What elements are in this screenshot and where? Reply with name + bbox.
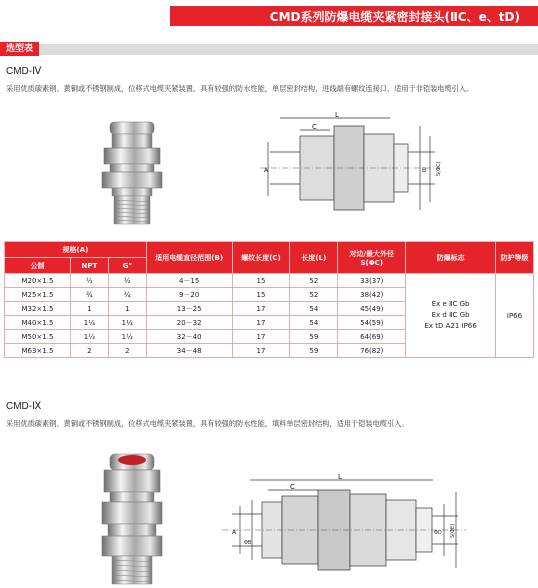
table-cell: ¾	[108, 288, 146, 302]
table-cell: 1½	[108, 330, 146, 344]
table-cell: 64(69)	[338, 330, 406, 344]
dim-A: A	[264, 167, 269, 174]
spec-table	[4, 241, 534, 358]
table-cell: 59	[290, 344, 338, 358]
table-cell: 1	[70, 302, 108, 316]
dim2-C: C	[290, 483, 295, 491]
mark-cell: Ex e ⅡC Gb Ex d ⅡC Gb Ex tD A21 IP66	[406, 274, 496, 358]
dim2-D: ΦD	[434, 530, 442, 536]
table-cell: 17	[232, 344, 290, 358]
th-npt: NPT	[70, 258, 108, 274]
dim2-A: A	[232, 529, 237, 536]
header-bar	[170, 6, 538, 26]
dim-S: S(ΦC)	[436, 161, 442, 176]
th-od: 对边/最大外径S(ΦC)	[338, 242, 406, 274]
table-cell: M40×1.5	[5, 316, 71, 330]
product1-photo	[92, 118, 172, 230]
table-cell: 34－48	[146, 344, 232, 358]
dim-B: B	[422, 167, 427, 174]
table-cell: 13－25	[146, 302, 232, 316]
th-mark: 防爆标志	[406, 242, 496, 274]
table-cell: 32－40	[146, 330, 232, 344]
table-cell: 20－32	[146, 316, 232, 330]
table-cell: 9－20	[146, 288, 232, 302]
table-cell: 33(37)	[338, 274, 406, 288]
table-cell: 59	[290, 330, 338, 344]
table-cell: M63×1.5	[5, 344, 71, 358]
table-cell: M50×1.5	[5, 330, 71, 344]
th-range: 适用电缆直径范围(B)	[146, 242, 232, 274]
table-cell: 17	[232, 302, 290, 316]
table-cell: 1¼	[108, 316, 146, 330]
table-cell: 1½	[70, 330, 108, 344]
page-title: CMD系列防爆电缆夹紧密封接头(ⅡC、e、tD)	[269, 10, 520, 24]
table-cell: 17	[232, 330, 290, 344]
table-cell: 17	[232, 316, 290, 330]
table-row	[5, 274, 534, 288]
table-cell: 15	[232, 288, 290, 302]
th-ip: 防护等级	[495, 242, 533, 274]
table-cell: 52	[290, 274, 338, 288]
dim-L: L	[335, 112, 339, 119]
table-cell: 76(82)	[338, 344, 406, 358]
product1-model: CMD-Ⅳ	[6, 66, 42, 77]
ip-cell: IP66	[495, 274, 533, 358]
dim2-S: S(ΦE)	[450, 523, 456, 538]
table-cell: 2	[70, 344, 108, 358]
dim2-L: L	[338, 474, 342, 481]
table-cell: 45(49)	[338, 302, 406, 316]
th-g: G"	[108, 258, 146, 274]
table-cell: 54	[290, 302, 338, 316]
table-cell: 38(42)	[338, 288, 406, 302]
table-cell: 54	[290, 316, 338, 330]
table-cell: M20×1.5	[5, 274, 71, 288]
table-cell: 54(59)	[338, 316, 406, 330]
product2-photo	[90, 452, 174, 586]
product2-desc: 采用优质碳素钢、黄铜或不锈钢制成，位移式电缆夹紧装置，具有较强的防水性能，填料单层密封结构，适用于铠装电缆引入。	[6, 419, 409, 428]
table-cell: 1¼	[70, 316, 108, 330]
dim-C: C	[312, 123, 317, 131]
table-cell: ¾	[70, 288, 108, 302]
table-cell: 52	[290, 288, 338, 302]
th-metric: 公制	[5, 258, 71, 274]
table-cell: 4－15	[146, 274, 232, 288]
section-label: 选型表	[0, 42, 39, 56]
th-len: 长度(L)	[290, 242, 338, 274]
product1-desc: 采用优质碳素钢、黄铜或不锈钢制成，位移式电缆夹紧装置，具有较强的防水性能，单层密封结构，进线端有螺纹连接口，适用于非铠装电缆引入。	[6, 84, 474, 93]
th-spec: 规格(A)	[5, 242, 147, 258]
table-cell: 15	[232, 274, 290, 288]
dim2-B: ΦB	[244, 540, 252, 546]
table-cell: ½	[108, 274, 146, 288]
table-cell: ½	[70, 274, 108, 288]
product2-model: CMD-Ⅸ	[6, 401, 42, 412]
section-band	[0, 44, 538, 55]
table-cell: 1	[108, 302, 146, 316]
table-cell: M32×1.5	[5, 302, 71, 316]
table-cell: 2	[108, 344, 146, 358]
product1-drawing	[240, 112, 445, 222]
product2-drawing	[218, 474, 468, 586]
th-thread: 螺纹长度(C)	[232, 242, 290, 274]
table-cell: M25×1.5	[5, 288, 71, 302]
